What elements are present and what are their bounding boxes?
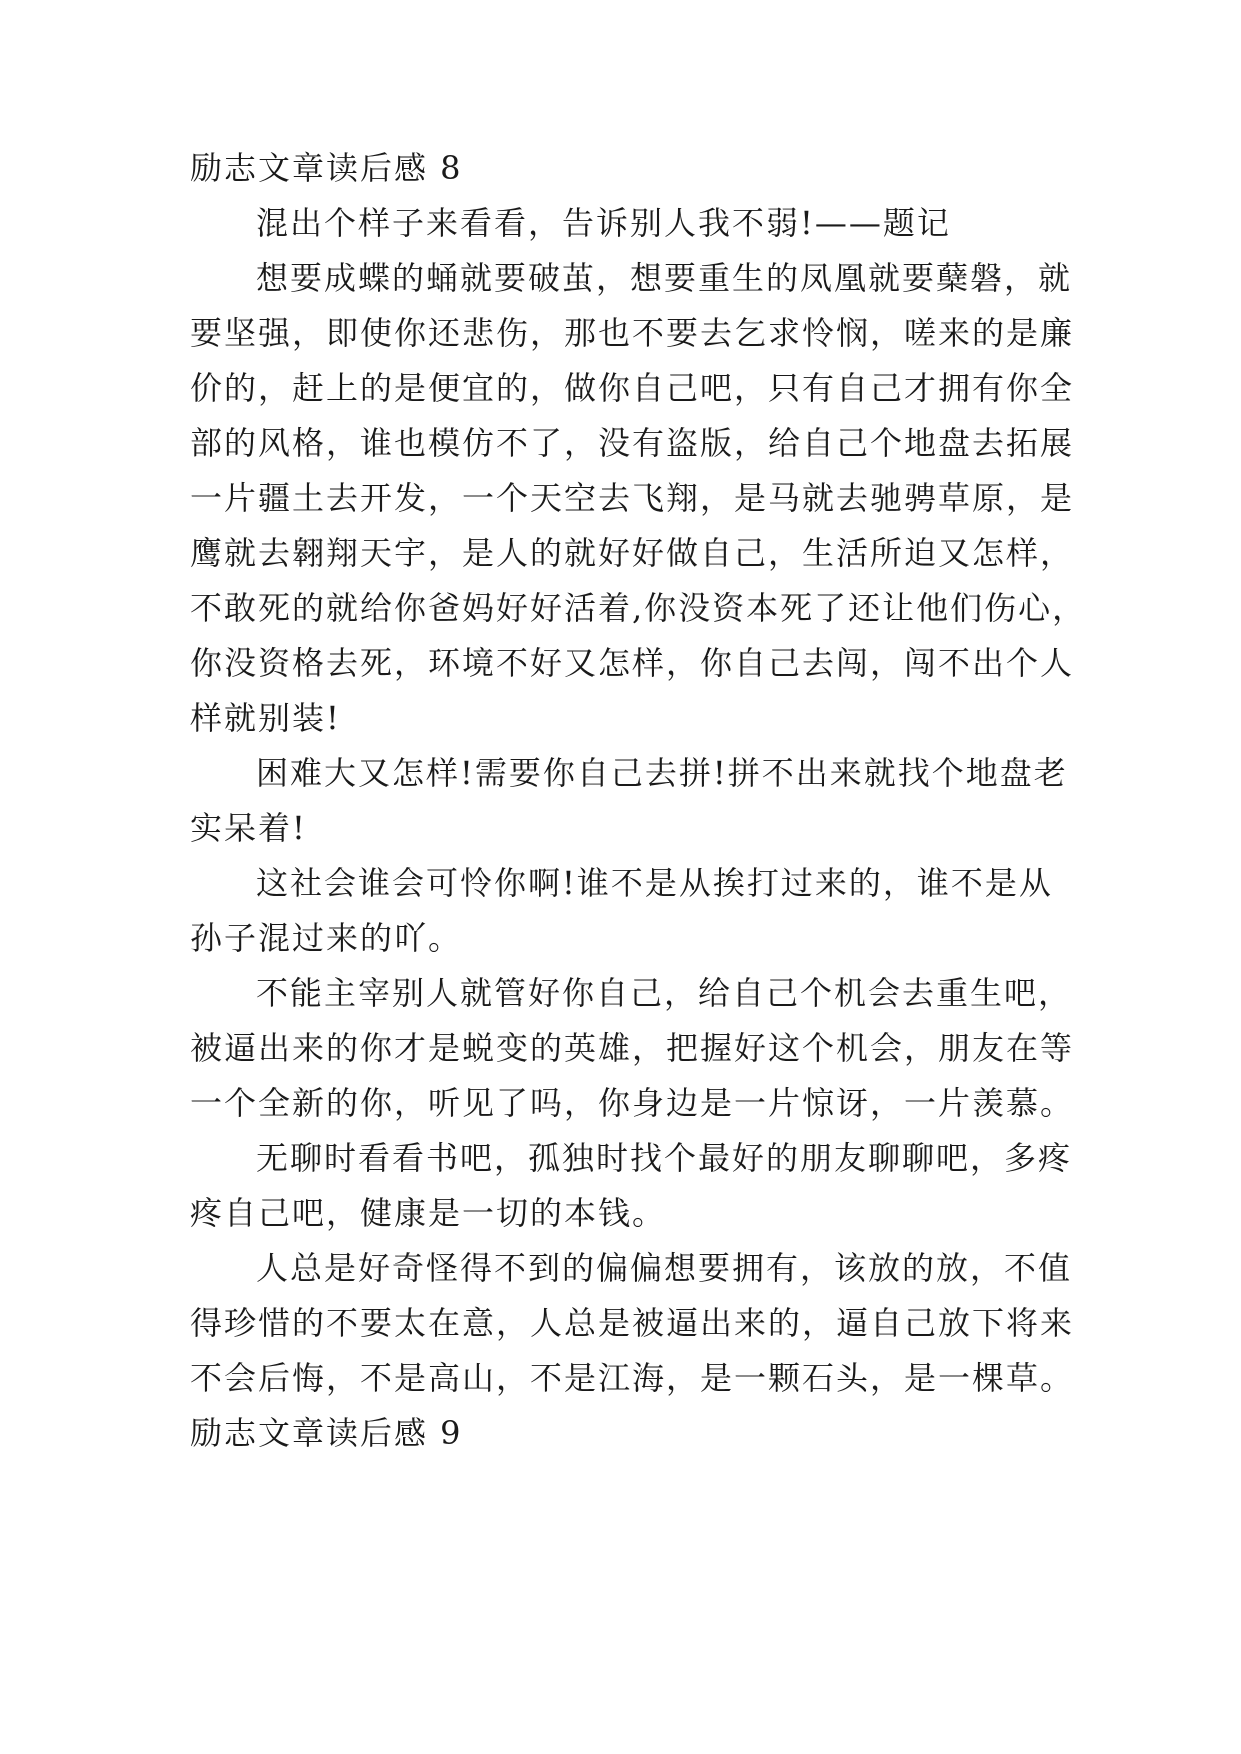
paragraph-line: 价的，赶上的是便宜的，做你自己吧，只有自己才拥有你全 [190,369,1075,407]
paragraph-line: 无聊时看看书吧，孤独时找个最好的朋友聊聊吧，多疼 [256,1139,1073,1177]
section-heading-8: 励志文章读后感 8 [190,149,463,187]
paragraph-line: 要坚强，即使你还悲伤，那也不要去乞求怜悯，嗟来的是廉 [190,314,1075,352]
section-heading-9: 励志文章读后感 9 [190,1414,463,1452]
paragraph-line: 孙子混过来的吖。 [190,919,463,957]
paragraph-line: 不会后悔，不是高山，不是江海，是一颗石头，是一棵草。 [190,1359,1075,1397]
paragraph-line: 不敢死的就给你爸妈好好活着,你没资本死了还让他们伤心， [190,589,1087,627]
paragraph-line: 想要成蝶的蛹就要破茧，想要重生的凤凰就要蘖磐，就 [256,259,1073,297]
paragraph-line: 一个全新的你，听见了吗，你身边是一片惊讶，一片羡慕。 [190,1084,1075,1122]
paragraph-line: 混出个样子来看看，告诉别人我不弱!——题记 [256,204,951,242]
paragraph-line: 你没资格去死，环境不好又怎样，你自己去闯，闯不出个人 [190,644,1075,682]
paragraph-line: 得珍惜的不要太在意，人总是被逼出来的，逼自己放下将来 [190,1304,1075,1342]
paragraph-line: 实呆着! [190,809,307,847]
paragraph-line: 疼自己吧，健康是一切的本钱。 [190,1194,667,1232]
paragraph-line: 被逼出来的你才是蜕变的英雄，把握好这个机会，朋友在等 [190,1029,1075,1067]
paragraph-line: 这社会谁会可怜你啊!谁不是从挨打过来的，谁不是从 [256,864,1053,902]
paragraph-line: 鹰就去翱翔天宇，是人的就好好做自己，生活所迫又怎样， [190,534,1075,572]
paragraph-line: 样就别装! [190,699,341,737]
paragraph-line: 不能主宰别人就管好你自己，给自己个机会去重生吧， [256,974,1073,1012]
paragraph-line: 人总是好奇怪得不到的偏偏想要拥有，该放的放，不值 [256,1249,1073,1287]
paragraph-line: 困难大又怎样!需要你自己去拼!拼不出来就找个地盘老 [256,754,1068,792]
paragraph-line: 一片疆土去开发，一个天空去飞翔，是马就去驰骋草原，是 [190,479,1075,517]
paragraph-line: 部的风格，谁也模仿不了，没有盗版，给自己个地盘去拓展 [190,424,1075,462]
